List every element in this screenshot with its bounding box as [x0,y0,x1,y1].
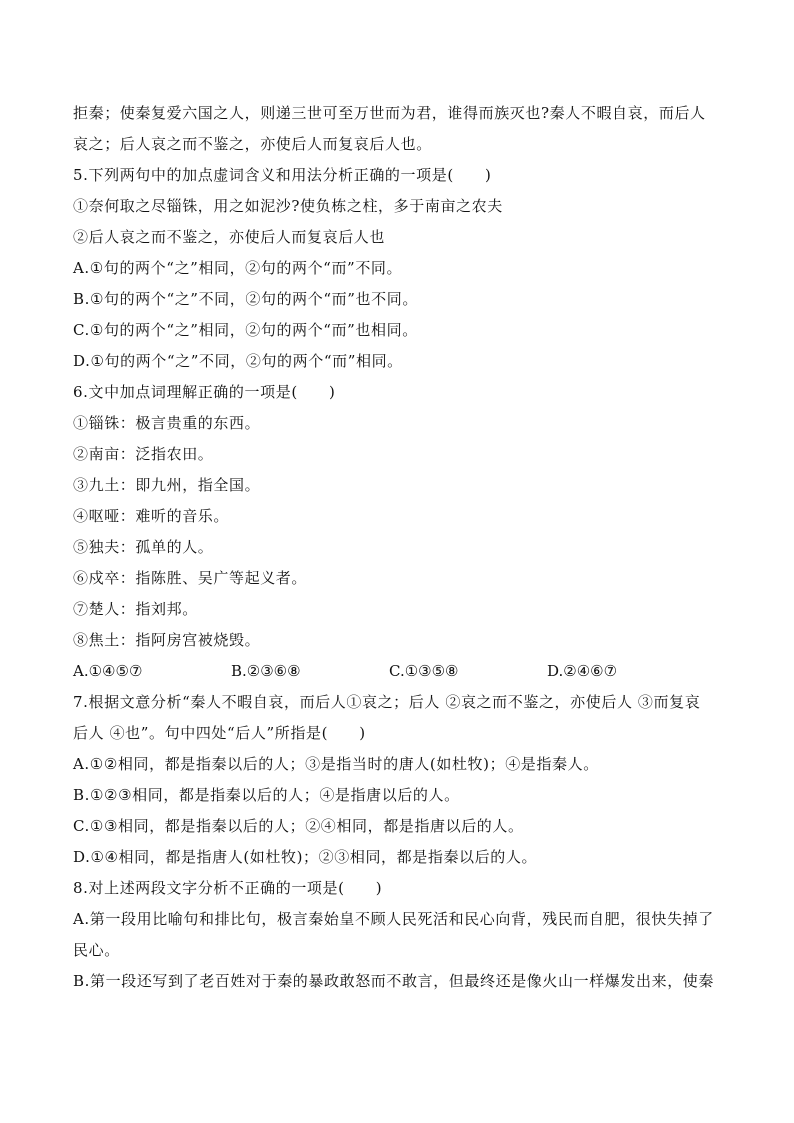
q8-option-a-line-2: 民心。 [73,941,120,959]
q6-item-6: ⑥戍卒：指陈胜、吴广等起义者。 [73,569,308,587]
question-8-stem: 8.对上述两段文字分析不正确的一项是( ) [73,879,383,897]
q5-option-c: C.①句的两个“之”相同，②句的两个“而”也相同。 [73,321,418,339]
q5-option-a: A.①句的两个“之”相同，②句的两个“而”不同。 [73,259,403,277]
q6-option-d: D.②④⑥⑦ [547,662,618,680]
q5-option-b: B.①句的两个“之”不同，②句的两个“而”也不同。 [73,290,418,308]
q6-item-8: ⑧焦土：指阿房宫被烧毁。 [73,631,261,649]
q7-option-c: C.①③相同，都是指秦以后的人；②④相同，都是指唐以后的人。 [73,817,524,835]
q8-option-a-line-1: A.第一段用比喻句和排比句，极言秦始皇不顾人民死活和民心向背，残民而自肥，很快失掉了 [73,910,714,928]
question-6-stem: 6.文中加点词理解正确的一项是( ) [73,383,336,401]
question-7-stem-line-2: 后人 ④也”。句中四处“后人”所指是( ) [73,724,366,742]
q5-option-d: D.①句的两个“之”不同，②句的两个“而”相同。 [73,352,403,370]
q5-sentence-1: ①奈何取之尽锱铢，用之如泥沙?使负栋之柱，多于南亩之农夫 [73,197,503,215]
text-line: 哀之；后人哀之而不鉴之，亦使后人而复哀后人也。 [73,135,432,153]
q8-option-b-line-1: B.第一段还写到了老百姓对于秦的暴政敢怒而不敢言，但最终还是像火山一样爆发出来，使秦 [73,972,714,990]
q6-option-b: B.②③⑥⑧ [231,662,301,680]
question-7-stem-line-1: 7.根据文意分析“秦人不暇自哀，而后人①哀之；后人 ②哀之而不鉴之，亦使后人 ③而复哀 [73,693,701,711]
q6-item-1: ①锱铢：极言贵重的东西。 [73,414,261,432]
q5-sentence-2: ②后人哀之而不鉴之，亦使后人而复哀后人也 [73,228,386,246]
q7-option-d: D.①④相同，都是指唐人(如杜牧)；②③相同，都是指秦以后的人。 [73,848,538,866]
q7-option-b: B.①②③相同，都是指秦以后的人；④是指唐以后的人。 [73,786,460,804]
q6-item-7: ⑦楚人：指刘邦。 [73,600,198,618]
q6-item-5: ⑤独夫：孤单的人。 [73,538,214,556]
text-line: 拒秦；使秦复爱六国之人，则递三世可至万世而为君，谁得而族灭也?秦人不暇自哀，而后人 [73,104,706,122]
q6-item-4: ④呕哑：难听的音乐。 [73,507,230,525]
q6-option-c: C.①③⑤⑧ [389,662,459,680]
q6-item-3: ③九土：即九州，指全国。 [73,476,261,494]
question-5-stem: 5.下列两句中的加点虚词含义和用法分析正确的一项是( ) [73,166,492,184]
document-body [73,98,725,997]
q6-options [73,656,725,687]
q6-option-a: A.①④⑤⑦ [73,662,143,680]
q6-item-2: ②南亩：泛指农田。 [73,445,214,463]
q7-option-a: A.①②相同，都是指秦以后的人；③是指当时的唐人(如杜牧)；④是指秦人。 [73,755,599,773]
